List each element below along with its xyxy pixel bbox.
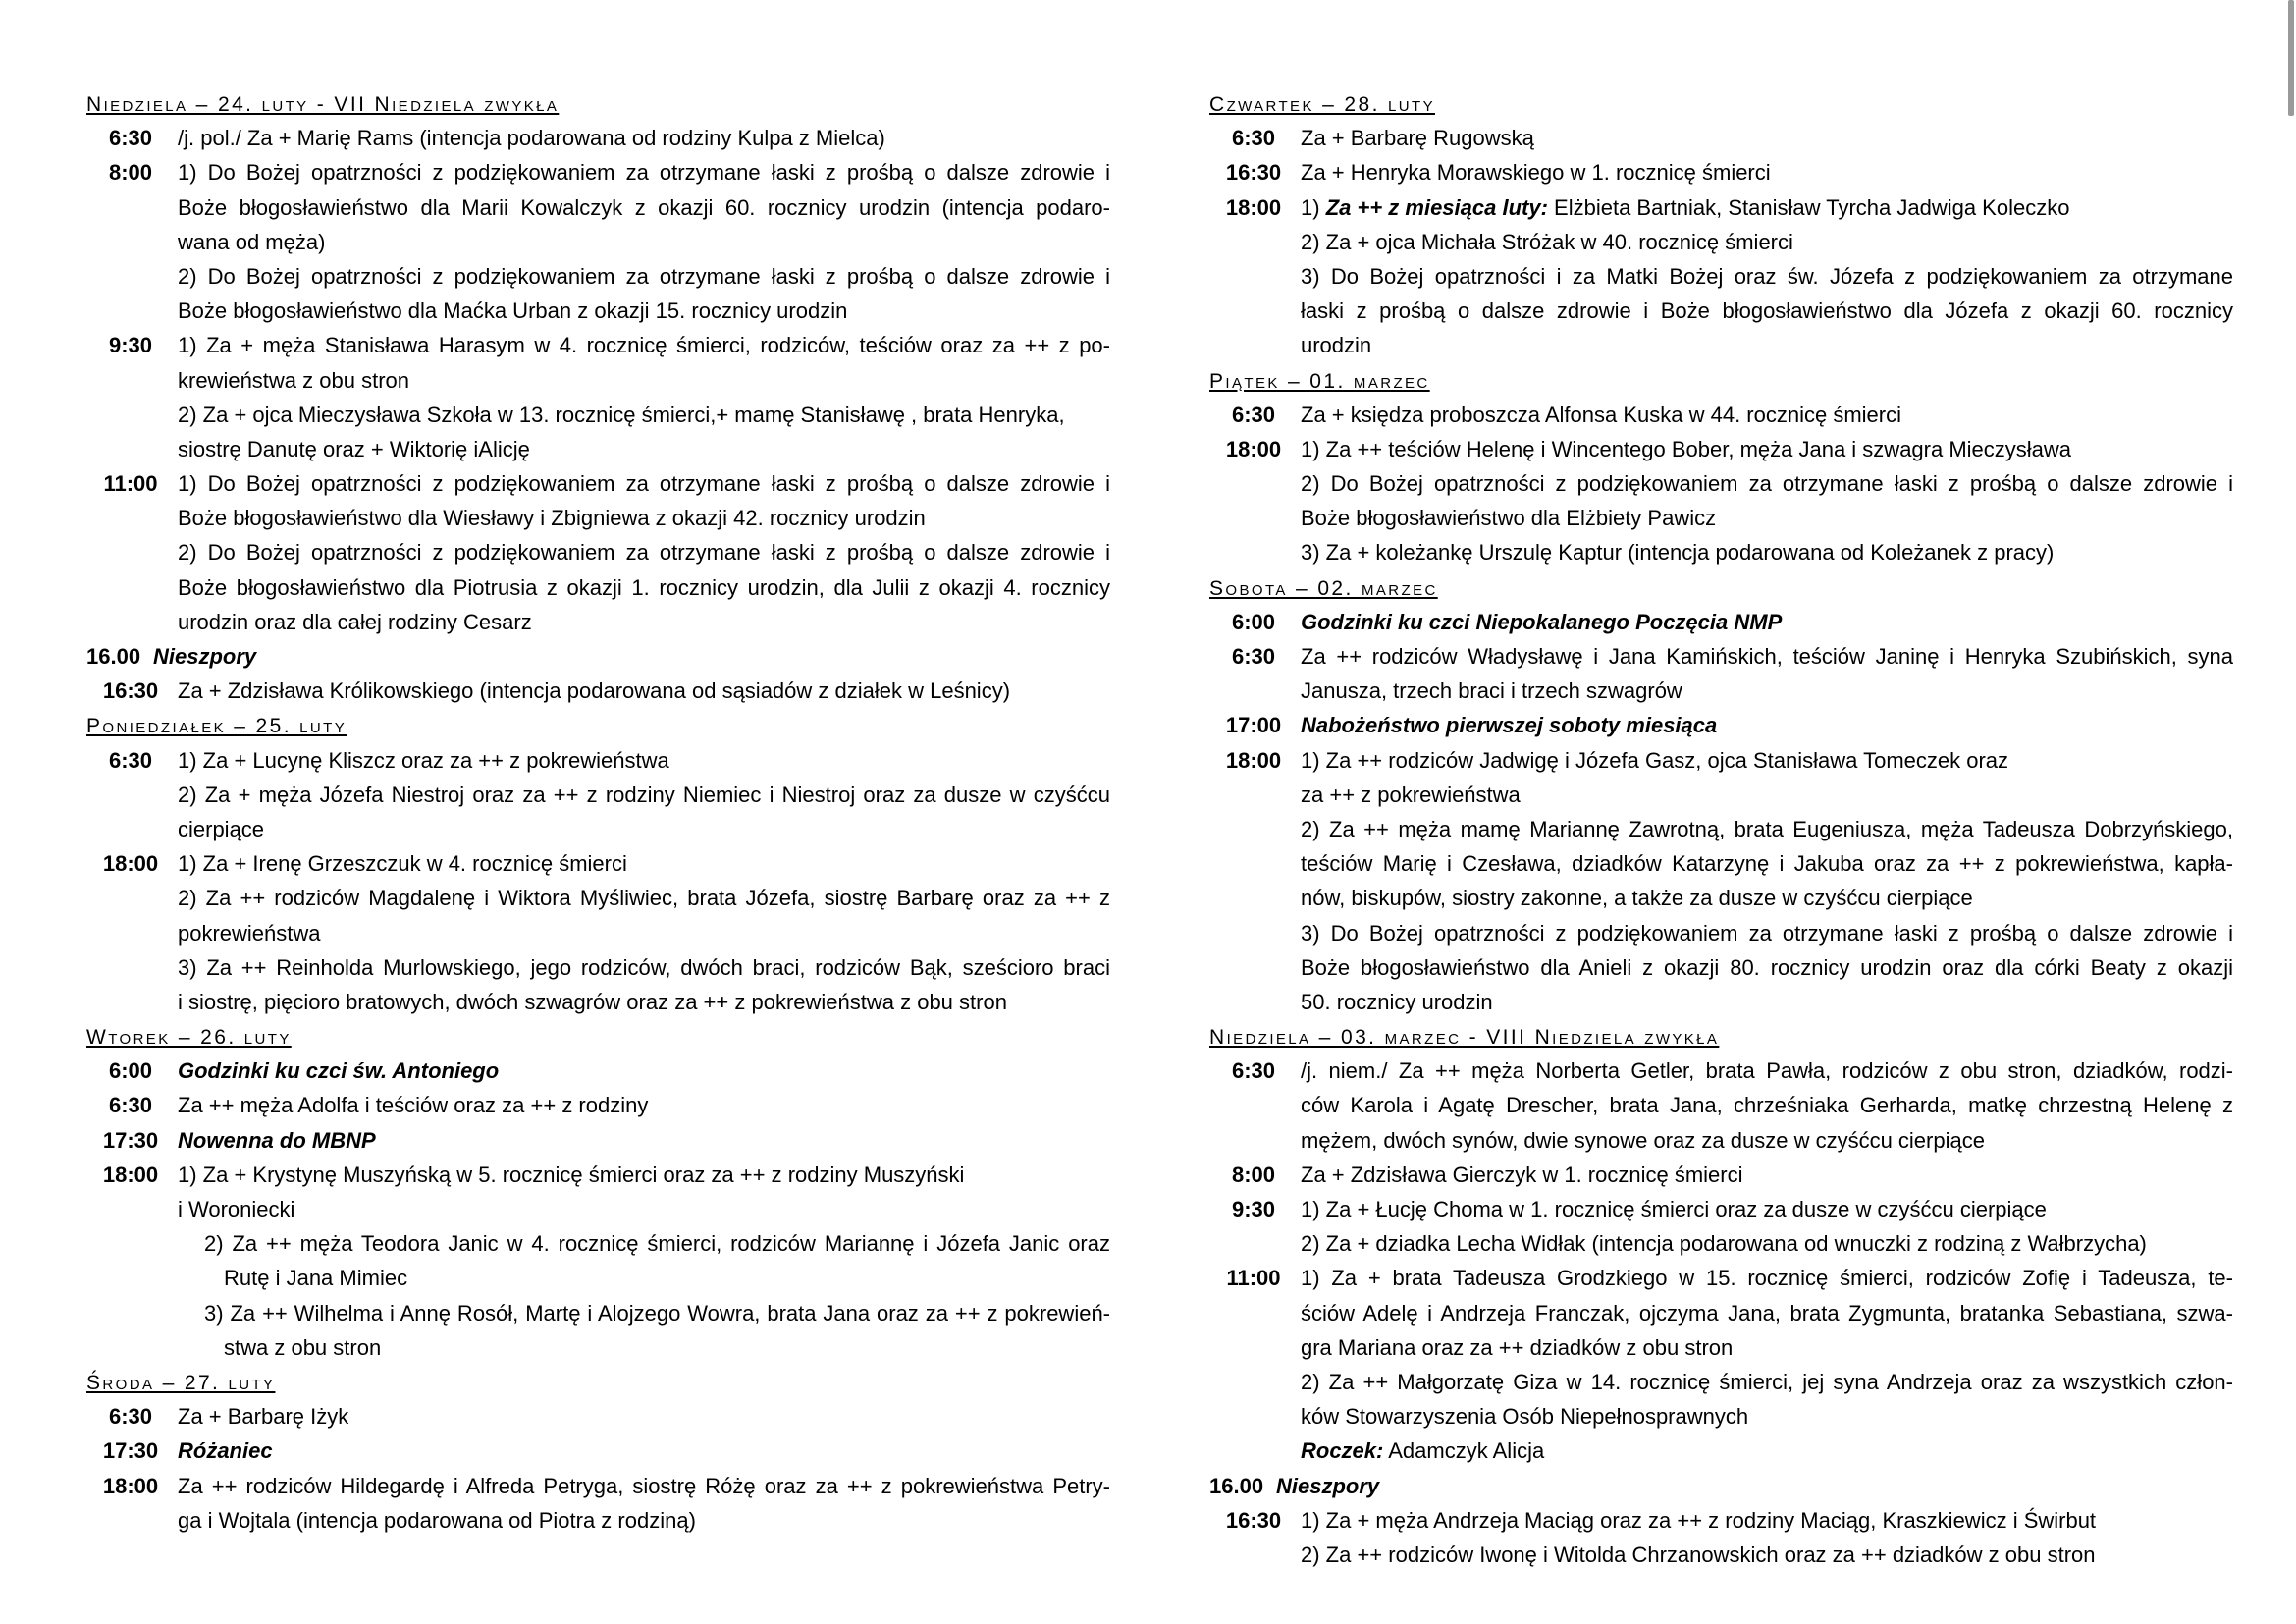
- intention-text-part: 2) Za + ojca Michała Stróżak w 40. rocznicę śmierci: [1301, 229, 1793, 254]
- mass-time: 18:00: [1225, 747, 1282, 773]
- day-heading: Poniedziałek – 25. luty: [86, 715, 347, 738]
- intention-line: [1209, 1054, 2233, 1088]
- intention-text-part: 1): [1301, 194, 1326, 220]
- intention-text: [178, 881, 1110, 915]
- intention-line: [1209, 1296, 2233, 1330]
- intention-text: [1301, 674, 2233, 708]
- intention-text-part: Boże błogosławieństwo dla Anieli z okazji 80. rocznicy urodzin oraz dla córki Beaty z okazji: [1301, 954, 2233, 980]
- scrollbar-thumb[interactable]: [2288, 0, 2294, 116]
- intention-line: [86, 778, 1110, 812]
- intention-text: [1301, 881, 2233, 915]
- intention-text-part: 2) Za ++ Małgorzatę Giza w 14. rocznicę śmierci, jej syna Andrzeja oraz za wszystkich człon-: [1301, 1369, 2233, 1394]
- intention-line: [1209, 812, 2233, 846]
- intention-line: [86, 190, 1110, 225]
- intention-text-part: Za + Barbarę Rugowską: [1301, 126, 1534, 151]
- intention-text-part: Za + Barbarę Iżyk: [178, 1404, 349, 1430]
- intention-line: [86, 1158, 1110, 1192]
- intention-line: [86, 363, 1110, 398]
- mass-time: 6:00: [1231, 609, 1276, 634]
- intention-text: [1301, 535, 2233, 569]
- intention-text: [178, 985, 1110, 1019]
- intention-text-part: nów, biskupów, siostry zakonne, a także za dusze w czyśćcu cierpiące: [1301, 886, 1973, 911]
- mass-time: 8:00: [108, 160, 153, 186]
- intention-text-part: 50. rocznicy urodzin: [1301, 989, 1493, 1014]
- intention-line: [86, 328, 1110, 362]
- day-heading: Czwartek – 28. luty: [1209, 93, 1435, 116]
- intention-line: [86, 1296, 1110, 1330]
- intention-text: [1301, 1434, 2233, 1468]
- intention-text-part: Boże błogosławieństwo dla Piotrusia z okazji 1. rocznicy urodzin, dla Julii z okazji 4. rocznicy: [178, 574, 1110, 600]
- mass-time: 9:30: [1231, 1197, 1276, 1221]
- intention-text-part: Boże błogosławieństwo dla Maćka Urban z okazji 15. rocznicy urodzin: [178, 298, 848, 324]
- intention-line: [1209, 1226, 2233, 1261]
- day-heading: Niedziela – 03. marzec - VIII Niedziela zwykła: [1209, 1026, 1720, 1050]
- intention-text-part: 2) Za ++ rodziców Magdalenę i Wiktora Myśliwiec, brata Józefa, siostrę Barbarę oraz za ++ z: [178, 886, 1110, 911]
- mass-time: 6:30: [108, 1404, 153, 1430]
- intention-line: [86, 259, 1110, 294]
- intention-text-part: za ++ z pokrewieństwa: [1301, 782, 1521, 807]
- intention-text: [178, 328, 1110, 362]
- intention-text: [1301, 328, 2233, 362]
- intention-line: [1209, 259, 2233, 294]
- intention-text-part: /j. pol./ Za + Marię Rams (intencja podarowana od rodziny Kulpa z Mielca): [178, 126, 885, 151]
- mass-time: 16.00: [1209, 1473, 1264, 1498]
- intention-text-part: 1) Za + męża Stanisława Harasym w 4. rocznicę śmierci, rodziców, teściów oraz za ++ z po-: [178, 333, 1110, 358]
- intention-text-part: Za ++ męża Adolfa i teściów oraz za ++ z rodziny: [178, 1093, 649, 1118]
- mass-time: 16:30: [102, 678, 159, 704]
- intention-text-part: Boże błogosławieństwo dla Elżbiety Pawicz: [1301, 506, 1717, 531]
- intention-text-part: Boże błogosławieństwo dla Marii Kowalczyk z okazji 60. rocznicy urodzin (intencja podaro-: [178, 194, 1110, 220]
- intention-line: [1209, 1192, 2233, 1226]
- intention-text-part: Elżbieta Bartniak, Stanisław Tyrcha Jadwiga Koleczko: [1547, 194, 2070, 220]
- intention-text-part: 1) Za + Krystynę Muszyńską w 5. rocznicę śmierci oraz za ++ z rodziny Muszyński: [178, 1162, 965, 1187]
- intention-text-part: teściów Marię i Czesława, dziadków Katarzynę i Jakuba oraz za ++ z pokrewieństwa, kapła-: [1301, 851, 2233, 877]
- intention-text-part: łaski z prośbą o dalsze zdrowie i Boże błogosławieństwo dla Józefa z okazji 60. rocznicy: [1301, 298, 2233, 324]
- intention-text: [178, 225, 1110, 259]
- intention-text: [178, 743, 1110, 778]
- intention-text: [1301, 1503, 2233, 1538]
- intention-text-part: ców Karola i Agatę Drescher, brata Jana, chrześniaka Gerharda, matkę chrzestną Helenę z: [1301, 1093, 2233, 1118]
- mass-time: 17:00: [1225, 713, 1282, 738]
- intention-text-part: 1) Za + Łucję Choma w 1. rocznicę śmierci oraz za dusze w czyśćcu cierpiące: [1301, 1197, 2047, 1221]
- intention-line: [1209, 1261, 2233, 1295]
- intention-text: [1301, 259, 2233, 294]
- intention-text: [1301, 121, 2233, 155]
- intention-line: [86, 881, 1110, 915]
- intention-text: [178, 398, 1110, 432]
- intention-line: [1209, 605, 2233, 639]
- intention-text: [1301, 432, 2233, 466]
- mass-time: 6:30: [1231, 402, 1276, 427]
- intention-text: [178, 294, 1110, 328]
- intention-text: [178, 1503, 1110, 1538]
- intention-text-part: 2) Za + dziadka Lecha Widłak (intencja podarowana od wnuczki z rodziną z Wałbrzycha): [1301, 1231, 2147, 1257]
- intention-line: [86, 985, 1110, 1019]
- intention-line: [86, 1434, 1110, 1468]
- intention-text-part: 2) Do Bożej opatrzności z podziękowaniem za otrzymane łaski z prośbą o dalsze zdrowie i: [1301, 471, 2233, 497]
- intention-text: [1301, 1123, 2233, 1158]
- intention-text-part: krewieństwa z obu stron: [178, 367, 409, 393]
- mass-time: 18:00: [102, 1162, 159, 1187]
- intention-text: [1301, 1538, 2233, 1572]
- intention-line: [1209, 950, 2233, 985]
- intention-text: [1301, 743, 2233, 778]
- intention-text-part: 2) Za ++ rodziców Iwonę i Witolda Chrzanowskich oraz za ++ dziadków z obu stron: [1301, 1542, 2096, 1567]
- intention-text-part: ściów Adelę i Andrzeja Franczak, ojczyma Jana, brata Zygmunta, bratanka Sebastiana, szwa-: [1301, 1300, 2233, 1326]
- intention-line: [86, 1261, 1110, 1295]
- mass-time: 6:30: [108, 747, 153, 773]
- intention-line: [1209, 743, 2233, 778]
- intention-line: [86, 1226, 1110, 1261]
- intention-text: [178, 190, 1110, 225]
- intention-text-part: i siostrę, pięcioro bratowych, dwóch szwagrów oraz za ++ z pokrewieństwa z obu stron: [178, 989, 1007, 1014]
- intention-text-part: 2) Za ++ męża Teodora Janic w 4. rocznicę śmierci, rodziców Mariannę i Józefa Janic oraz: [204, 1231, 1110, 1257]
- intention-line: [86, 1503, 1110, 1538]
- mass-time: 6:30: [108, 1093, 153, 1118]
- intention-line: [1209, 155, 2233, 189]
- intention-line: [86, 570, 1110, 605]
- intention-line: [86, 1088, 1110, 1122]
- intention-text-part: i Woroniecki: [178, 1197, 295, 1221]
- mass-time: 17:30: [102, 1127, 159, 1153]
- intention-text-part: gra Mariana oraz za ++ dziadków z obu stron: [1301, 1334, 1734, 1360]
- intention-text: [178, 605, 1110, 639]
- intention-line: [1209, 294, 2233, 328]
- intention-text-part: Za ++ rodziców Hildegardę i Alfreda Petryga, siostrę Różę oraz za ++ z pokrewieństwa Petry-: [178, 1473, 1110, 1498]
- service-name: Nieszpory: [1276, 1473, 1380, 1498]
- intention-text: [178, 259, 1110, 294]
- intention-text: [178, 121, 1110, 155]
- intention-text: [1301, 985, 2233, 1019]
- intention-text-part: Za + Zdzisława Królikowskiego (intencja podarowana od sąsiadów z działek w Leśnicy): [178, 678, 1011, 704]
- intention-text: [1301, 1158, 2233, 1192]
- intention-line: [1209, 846, 2233, 881]
- intention-text-part: cierpiące: [178, 816, 265, 841]
- intention-text: [178, 466, 1110, 501]
- left-column: [86, 86, 1110, 1538]
- intention-text: [224, 1330, 1110, 1365]
- intention-line: [86, 294, 1110, 328]
- intention-line: [1209, 225, 2233, 259]
- intention-line: [1209, 1330, 2233, 1365]
- intention-text-part: 3) Do Bożej opatrzności i za Matki Bożej oraz św. Józefa z podziękowaniem za otrzymane: [1301, 263, 2233, 289]
- intention-line: [86, 846, 1110, 881]
- intention-line: [86, 121, 1110, 155]
- intention-text: [178, 1088, 1110, 1122]
- intention-line: [86, 466, 1110, 501]
- intention-line: [86, 812, 1110, 846]
- intention-line: [86, 155, 1110, 189]
- intention-text-part: Boże błogosławieństwo dla Wiesławy i Zbigniewa z okazji 42. rocznicy urodzin: [178, 506, 926, 531]
- intention-line: [1209, 121, 2233, 155]
- intention-line: [1209, 639, 2233, 674]
- intention-text-part: 2) Do Bożej opatrzności z podziękowaniem za otrzymane łaski z prośbą o dalsze zdrowie i: [178, 263, 1110, 289]
- intention-line: [1209, 1434, 2233, 1468]
- intention-line: [1209, 674, 2233, 708]
- intention-line: [1209, 1365, 2233, 1399]
- intention-line: [86, 1469, 1110, 1503]
- intention-line: [1209, 1088, 2233, 1122]
- mass-time: 18:00: [1225, 194, 1282, 220]
- intention-text: [178, 432, 1110, 466]
- service-name: Nieszpory: [153, 644, 257, 669]
- intention-text-part: 3) Za ++ Reinholda Murlowskiego, jego rodziców, dwóch braci, rodziców Bąk, sześcioro braci: [178, 954, 1110, 980]
- intention-text: [178, 950, 1110, 985]
- mass-time: 11:00: [103, 471, 158, 497]
- intention-text: [178, 1158, 1110, 1192]
- intention-line: [1209, 501, 2233, 535]
- day-heading-line: [1209, 86, 2233, 121]
- mass-time: 6:30: [1231, 1058, 1276, 1084]
- intention-text: [1301, 501, 2233, 535]
- intention-line: [1209, 466, 2233, 501]
- day-heading-line: [86, 86, 1110, 121]
- right-column: [1209, 86, 2233, 1572]
- intention-line: [86, 639, 1110, 674]
- intention-line: [1209, 398, 2233, 432]
- intention-emphasis: Za ++ z miesiąca luty:: [1325, 194, 1548, 220]
- intention-text: [1301, 846, 2233, 881]
- day-heading: Wtorek – 26. luty: [86, 1026, 292, 1050]
- intention-text: [1301, 1399, 2233, 1434]
- intention-text: [178, 535, 1110, 569]
- mass-time: 9:30: [108, 333, 153, 358]
- day-heading-line: [1209, 363, 2233, 398]
- mass-time: 8:00: [1231, 1162, 1276, 1187]
- mass-time: 17:30: [102, 1438, 159, 1464]
- intention-text: [178, 812, 1110, 846]
- intention-line: [86, 916, 1110, 950]
- intention-text-part: wana od męża): [178, 229, 326, 254]
- intention-text-part: siostrę Danutę oraz + Wiktorię iAlicję: [178, 436, 530, 461]
- intention-text: [1301, 155, 2233, 189]
- intention-text-part: 3) Za ++ Wilhelma i Annę Rosół, Martę i Alojzego Wowra, brata Jana oraz za ++ z pokrewień-: [204, 1300, 1110, 1326]
- intention-text-part: 1) Za + Irenę Grzeszczuk w 4. rocznicę śmierci: [178, 851, 627, 877]
- intention-line: [1209, 1538, 2233, 1572]
- intention-line: [86, 1054, 1110, 1088]
- day-heading: Piątek – 01. marzec: [1209, 369, 1430, 393]
- service-name: Godzinki ku czci św. Antoniego: [178, 1058, 500, 1084]
- vertical-scrollbar[interactable]: [2286, 0, 2296, 1624]
- intention-text-part: ga i Wojtala (intencja podarowana od Piotra z rodziną): [178, 1507, 696, 1533]
- intention-text: [204, 1296, 1110, 1330]
- intention-text: [178, 1469, 1110, 1503]
- intention-text-part: 1) Za ++ teściów Helenę i Wincentego Bober, męża Jana i szwagra Mieczysława: [1301, 436, 2072, 461]
- mass-time: 18:00: [1225, 436, 1282, 461]
- intention-text-part: 1) Do Bożej opatrzności z podziękowaniem za otrzymane łaski z prośbą o dalsze zdrowie i: [178, 471, 1110, 497]
- mass-time: 6:30: [108, 126, 153, 151]
- intention-text-part: ków Stowarzyszenia Osób Niepełnosprawnych: [1301, 1404, 1749, 1430]
- intention-line: [86, 501, 1110, 535]
- intention-text: [224, 1261, 1110, 1295]
- service-name: Godzinki ku czci Niepokalanego Poczęcia NMP: [1301, 609, 1783, 634]
- day-heading-line: [86, 1019, 1110, 1054]
- intention-line: [1209, 1158, 2233, 1192]
- mass-time: 6:30: [1231, 644, 1276, 669]
- intention-line: [1209, 1469, 2233, 1503]
- intention-line: [1209, 708, 2233, 742]
- mass-time: 18:00: [102, 851, 159, 877]
- intention-text: [178, 363, 1110, 398]
- intention-text-part: pokrewieństwa: [178, 920, 321, 946]
- intention-text-part: 3) Za + koleżankę Urszulę Kaptur (intencja podarowana od Koleżanek z pracy): [1301, 540, 2055, 566]
- intention-text: [178, 674, 1110, 708]
- intention-text: [1301, 812, 2233, 846]
- intention-line: [86, 225, 1110, 259]
- day-heading-line: [1209, 570, 2233, 605]
- intention-text-part: 1) Za + męża Andrzeja Maciąg oraz za ++ z rodziny Maciąg, Kraszkiewicz i Świrbut: [1301, 1507, 2097, 1533]
- mass-time: 6:30: [1231, 126, 1276, 151]
- intention-text: [178, 778, 1110, 812]
- mass-time: 6:00: [108, 1058, 153, 1084]
- intention-line: [1209, 328, 2233, 362]
- mass-time: 16.00: [86, 644, 141, 669]
- day-heading-line: [1209, 1019, 2233, 1054]
- day-heading-line: [86, 708, 1110, 742]
- intention-text-part: 3) Do Bożej opatrzności z podziękowaniem za otrzymane łaski z prośbą o dalsze zdrowie i: [1301, 920, 2233, 946]
- intention-line: [1209, 1503, 2233, 1538]
- day-heading: Sobota – 02. marzec: [1209, 576, 1438, 600]
- intention-text: [1301, 778, 2233, 812]
- intention-text: [1301, 398, 2233, 432]
- intention-text: [178, 1399, 1110, 1434]
- intention-text-part: Za + Henryka Morawskiego w 1. rocznicę śmierci: [1301, 160, 1771, 186]
- intention-text-part: mężem, dwóch synów, dwie synowe oraz za dusze w czyśćcu cierpiące: [1301, 1127, 1985, 1153]
- intention-text: [1301, 225, 2233, 259]
- intention-line: [1209, 985, 2233, 1019]
- mass-time: 16:30: [1225, 1507, 1282, 1533]
- intention-text: [1301, 916, 2233, 950]
- intention-text-part: 2) Za + męża Józefa Niestroj oraz za ++ z rodziny Niemiec i Niestroj oraz za dusze w czyśćcu: [178, 782, 1110, 807]
- intention-text: [1301, 639, 2233, 674]
- intention-line: [1209, 1123, 2233, 1158]
- mass-time: 18:00: [102, 1473, 159, 1498]
- intention-line: [1209, 190, 2233, 225]
- intention-line: [86, 1192, 1110, 1226]
- intention-line: [86, 950, 1110, 985]
- intention-text: [204, 1226, 1110, 1261]
- intention-text-part: urodzin oraz dla całej rodziny Cesarz: [178, 609, 532, 634]
- service-name: Nabożeństwo pierwszej soboty miesiąca: [1301, 713, 1718, 738]
- intention-text-part: Janusza, trzech braci i trzech szwagrów: [1301, 678, 1682, 704]
- intention-text: [1301, 1330, 2233, 1365]
- intention-text-part: Adamczyk Alicja: [1383, 1438, 1545, 1464]
- intention-text: [1301, 950, 2233, 985]
- intention-text-part: 2) Do Bożej opatrzności z podziękowaniem za otrzymane łaski z prośbą o dalsze zdrowie i: [178, 540, 1110, 566]
- day-heading-line: [86, 1365, 1110, 1399]
- intention-text: [1301, 190, 2233, 225]
- day-heading: Niedziela – 24. luty - VII Niedziela zwykła: [86, 93, 560, 116]
- intention-text-part: Rutę i Jana Mimiec: [224, 1266, 408, 1291]
- intention-text-part: 2) Za + ojca Mieczysława Szkoła w 13. rocznicę śmierci,+ mamę Stanisławę , brata Henryka,: [178, 402, 1065, 427]
- intention-text: [1301, 1192, 2233, 1226]
- service-name: Różaniec: [178, 1438, 273, 1464]
- intention-line: [1209, 535, 2233, 569]
- intention-text-part: Za + księdza proboszcza Alfonsa Kuska w 44. rocznicę śmierci: [1301, 402, 1901, 427]
- intention-text: [178, 1192, 1110, 1226]
- intention-line: [86, 605, 1110, 639]
- intention-text: [1301, 1365, 2233, 1399]
- intention-line: [86, 398, 1110, 432]
- intention-text-part: 1) Za + brata Tadeusza Grodzkiego w 15. rocznicę śmierci, rodziców Zofię i Tadeusza, te-: [1301, 1266, 2233, 1291]
- intention-line: [1209, 432, 2233, 466]
- intention-emphasis: Roczek:: [1301, 1438, 1384, 1464]
- intention-line: [1209, 916, 2233, 950]
- intention-text-part: Za + Zdzisława Gierczyk w 1. rocznicę śmierci: [1301, 1162, 1743, 1187]
- intention-line: [86, 743, 1110, 778]
- service-name: Nowenna do MBNP: [178, 1127, 376, 1153]
- mass-time: 16:30: [1225, 160, 1282, 186]
- intention-line: [86, 674, 1110, 708]
- intention-text: [1301, 294, 2233, 328]
- intention-text-part: 1) Za + Lucynę Kliszcz oraz za ++ z pokrewieństwa: [178, 747, 669, 773]
- intention-text-part: 1) Do Bożej opatrzności z podziękowaniem za otrzymane łaski z prośbą o dalsze zdrowie i: [178, 160, 1110, 186]
- intention-line: [86, 432, 1110, 466]
- intention-text-part: /j. niem./ Za ++ męża Norberta Getler, brata Pawła, rodziców z obu stron, dziadków, rodzi-: [1301, 1058, 2233, 1084]
- intention-line: [1209, 881, 2233, 915]
- intention-line: [1209, 778, 2233, 812]
- intention-text: [178, 155, 1110, 189]
- intention-text: [1301, 1296, 2233, 1330]
- intention-text: [178, 916, 1110, 950]
- intention-text: [1301, 1088, 2233, 1122]
- intention-text: [178, 501, 1110, 535]
- intention-text-part: urodzin: [1301, 333, 1372, 358]
- day-heading: Środa – 27. luty: [86, 1371, 276, 1394]
- intention-line: [1209, 1399, 2233, 1434]
- intention-text-part: 1) Za ++ rodziców Jadwigę i Józefa Gasz, ojca Stanisława Tomeczek oraz: [1301, 747, 2009, 773]
- intention-line: [86, 535, 1110, 569]
- intention-line: [86, 1330, 1110, 1365]
- mass-time: 11:00: [1226, 1266, 1281, 1291]
- intention-text-part: 2) Za ++ męża mamę Mariannę Zawrotną, brata Eugeniusza, męża Tadeusza Dobrzyńskiego,: [1301, 816, 2233, 841]
- intention-text-part: stwa z obu stron: [224, 1334, 382, 1360]
- intention-text: [1301, 466, 2233, 501]
- intention-text: [1301, 1226, 2233, 1261]
- intention-text-part: Za ++ rodziców Władysławę i Jana Kamińskich, teściów Janinę i Henryka Szubińskich, syna: [1301, 644, 2233, 669]
- intention-text: [178, 570, 1110, 605]
- intention-text: [1301, 1054, 2233, 1088]
- intention-text: [178, 846, 1110, 881]
- intention-text: [1301, 1261, 2233, 1295]
- intention-line: [86, 1399, 1110, 1434]
- intention-line: [86, 1123, 1110, 1158]
